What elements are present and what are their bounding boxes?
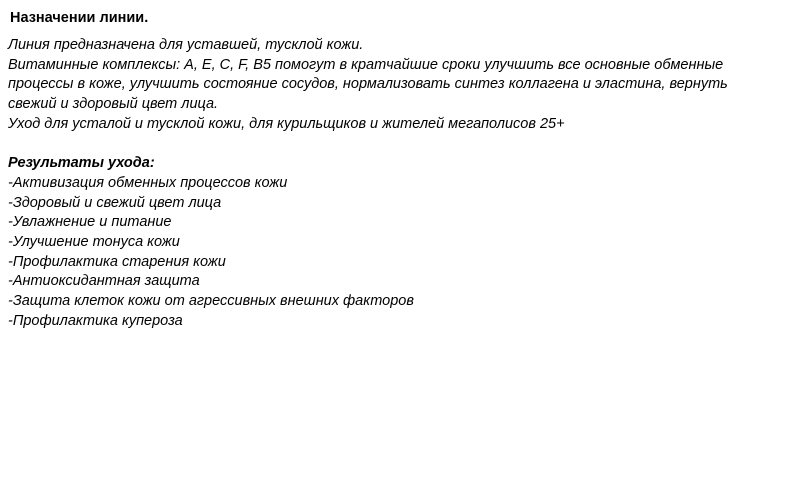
results-item: -Здоровый и свежий цвет лица [8,194,222,211]
results-item: -Профилактика старения кожи [8,253,226,270]
intro-purpose: Линия предназначена для уставшей, тусклой кожи. [8,37,364,53]
results-item: -Активизация обменных процессов кожи [8,174,288,191]
intro-audience: Уход для усталой и тусклой кожи, для курильщиков и жителей мегаполисов 25+ [8,115,565,132]
results-item: -Защита клеток кожи от агрессивных внешних факторов [8,293,414,310]
paragraph-spacer [8,135,778,155]
results-item: -Улучшение тонуса кожи [8,234,180,251]
results-item: -Увлажнение и питание [8,214,172,231]
section-title: Назначении линии. [10,10,149,26]
description-block [8,36,778,332]
results-item: -Антиоксидантная защита [8,273,200,290]
results-list [8,174,778,332]
results-heading: Результаты ухода: [8,155,155,172]
results-item: -Профилактика купероза [8,312,183,329]
intro-vitamins: Витаминные комплексы: А, Е, С, F, В5 помогут в кратчайшие сроки улучшить все основные обменные процессы в коже, улучшить состояние сосудов, нормализовать синтез коллагена и эластина, вернуть свежий и здоровый цвет лица. [8,56,728,113]
